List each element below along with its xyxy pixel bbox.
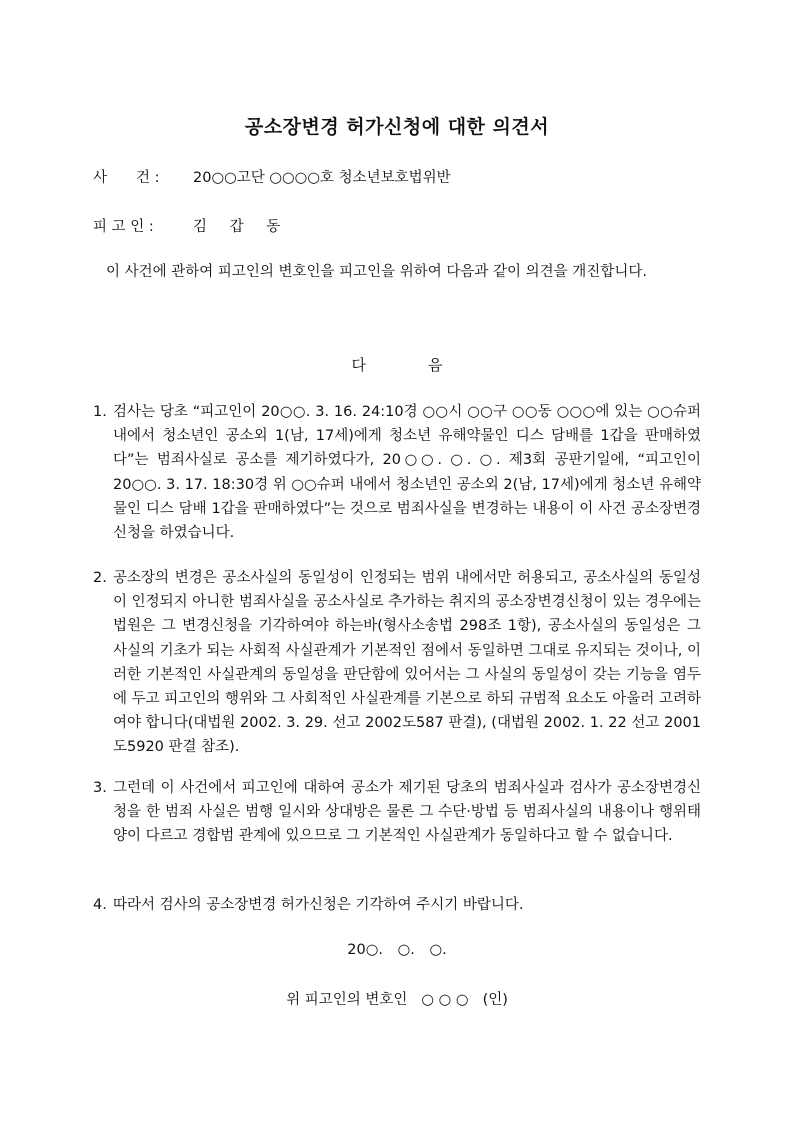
intro-text: 이 사건에 관하여 피고인의 변호인을 피고인을 위하여 다음과 같이 의견을 개진합니다.	[106, 264, 647, 280]
case-value: 20○○고단 ○○○○호 청소년보호법위반	[193, 170, 451, 186]
paragraph-3	[93, 776, 701, 849]
section-heading-right: 음	[428, 356, 443, 374]
defendant-name: 김 갑 동	[193, 219, 281, 235]
case-label: 사 건 :	[93, 170, 160, 186]
paragraph-2	[93, 566, 701, 760]
defendant-row	[93, 215, 280, 236]
signature-seal: (인)	[482, 992, 508, 1008]
paragraph-number: 1.	[93, 404, 107, 420]
paragraph-number: 2.	[93, 570, 107, 586]
section-heading-left: 다	[351, 356, 366, 374]
defendant-label: 피 고 인 :	[93, 219, 154, 235]
document-title: 공소장변경 허가신청에 대한 의견서	[244, 116, 550, 138]
signature-role: 위 피고인의 변호인	[286, 992, 408, 1008]
paragraph-number: 3.	[93, 780, 107, 796]
paragraph-1	[93, 400, 701, 545]
paragraph-number: 4.	[93, 897, 107, 913]
case-row	[93, 166, 451, 187]
paragraph-text: 검사는 당초 “피고인이 20○○. 3. 16. 24:10경 ○○시 ○○구 ○○동 ○○○에 있는 ○○슈퍼 내에서 청소년인 공소외 1(남, 17세)에게 청소년 유해약물인 디스 담배를 1갑을 판매하였다”는 범죄사실로 공소를 제기하였다가, 20○○. ○. ○. 제3회 공판기일에, “피고인이 20○○. 3. 17. 18:30경 위 ○○슈퍼 내에서 청소년인 공소외 2(남, 17세)에게 청소년 유해약물인 디스 담배 1갑을 판매하였다”는 것으로 범죄사실을 변경하는 내용이 이 사건 공소장변경신청을 하였습니다.	[113, 404, 701, 542]
signature-name: ○ ○ ○	[421, 992, 469, 1008]
paragraph-text: 따라서 검사의 공소장변경 허가신청은 기각하여 주시기 바랍니다.	[113, 897, 524, 914]
section-heading	[0, 354, 794, 375]
document-date: 20○. ○. ○.	[347, 942, 447, 958]
paragraph-text: 그런데 이 사건에서 피고인에 대하여 공소가 제기된 당초의 범죄사실과 검사가 공소장변경신청을 한 범죄 사실은 범행 일시와 상대방은 물론 그 수단·방법 등 범죄사실의 내용이나 행위태양이 다르고 경합범 관계에 있으므로 그 기본적인 사실관계가 동일하다고 할 수 없습니다.	[113, 780, 701, 845]
paragraph-text: 공소장의 변경은 공소사실의 동일성이 인정되는 범위 내에서만 허용되고, 공소사실의 동일성이 인정되지 아니한 범죄사실을 공소사실로 추가하는 취지의 공소장변경신청이 있는 경우에는 법원은 그 변경신청을 기각하여야 하는바(형사소송법 298조 1항), 공소사실의 동일성은 그 사실의 기초가 되는 사회적 사실관계가 기본적인 점에서 동일하면 그대로 유지되는 것이나, 이러한 기본적인 사실관계의 동일성을 판단함에 있어서는 그 사실의 동일성이 갖는 기능을 염두에 두고 피고인의 행위와 그 사회적인 사실관계를 기본으로 하되 규범적 요소도 아울러 고려하여야 합니다(대법원 2002. 3. 29. 선고 2002도587 판결), (대법원 2002. 1. 22 선고 2001도5920 판결 참조).	[113, 570, 701, 756]
signature-line	[0, 988, 794, 1009]
paragraph-4	[93, 893, 701, 917]
